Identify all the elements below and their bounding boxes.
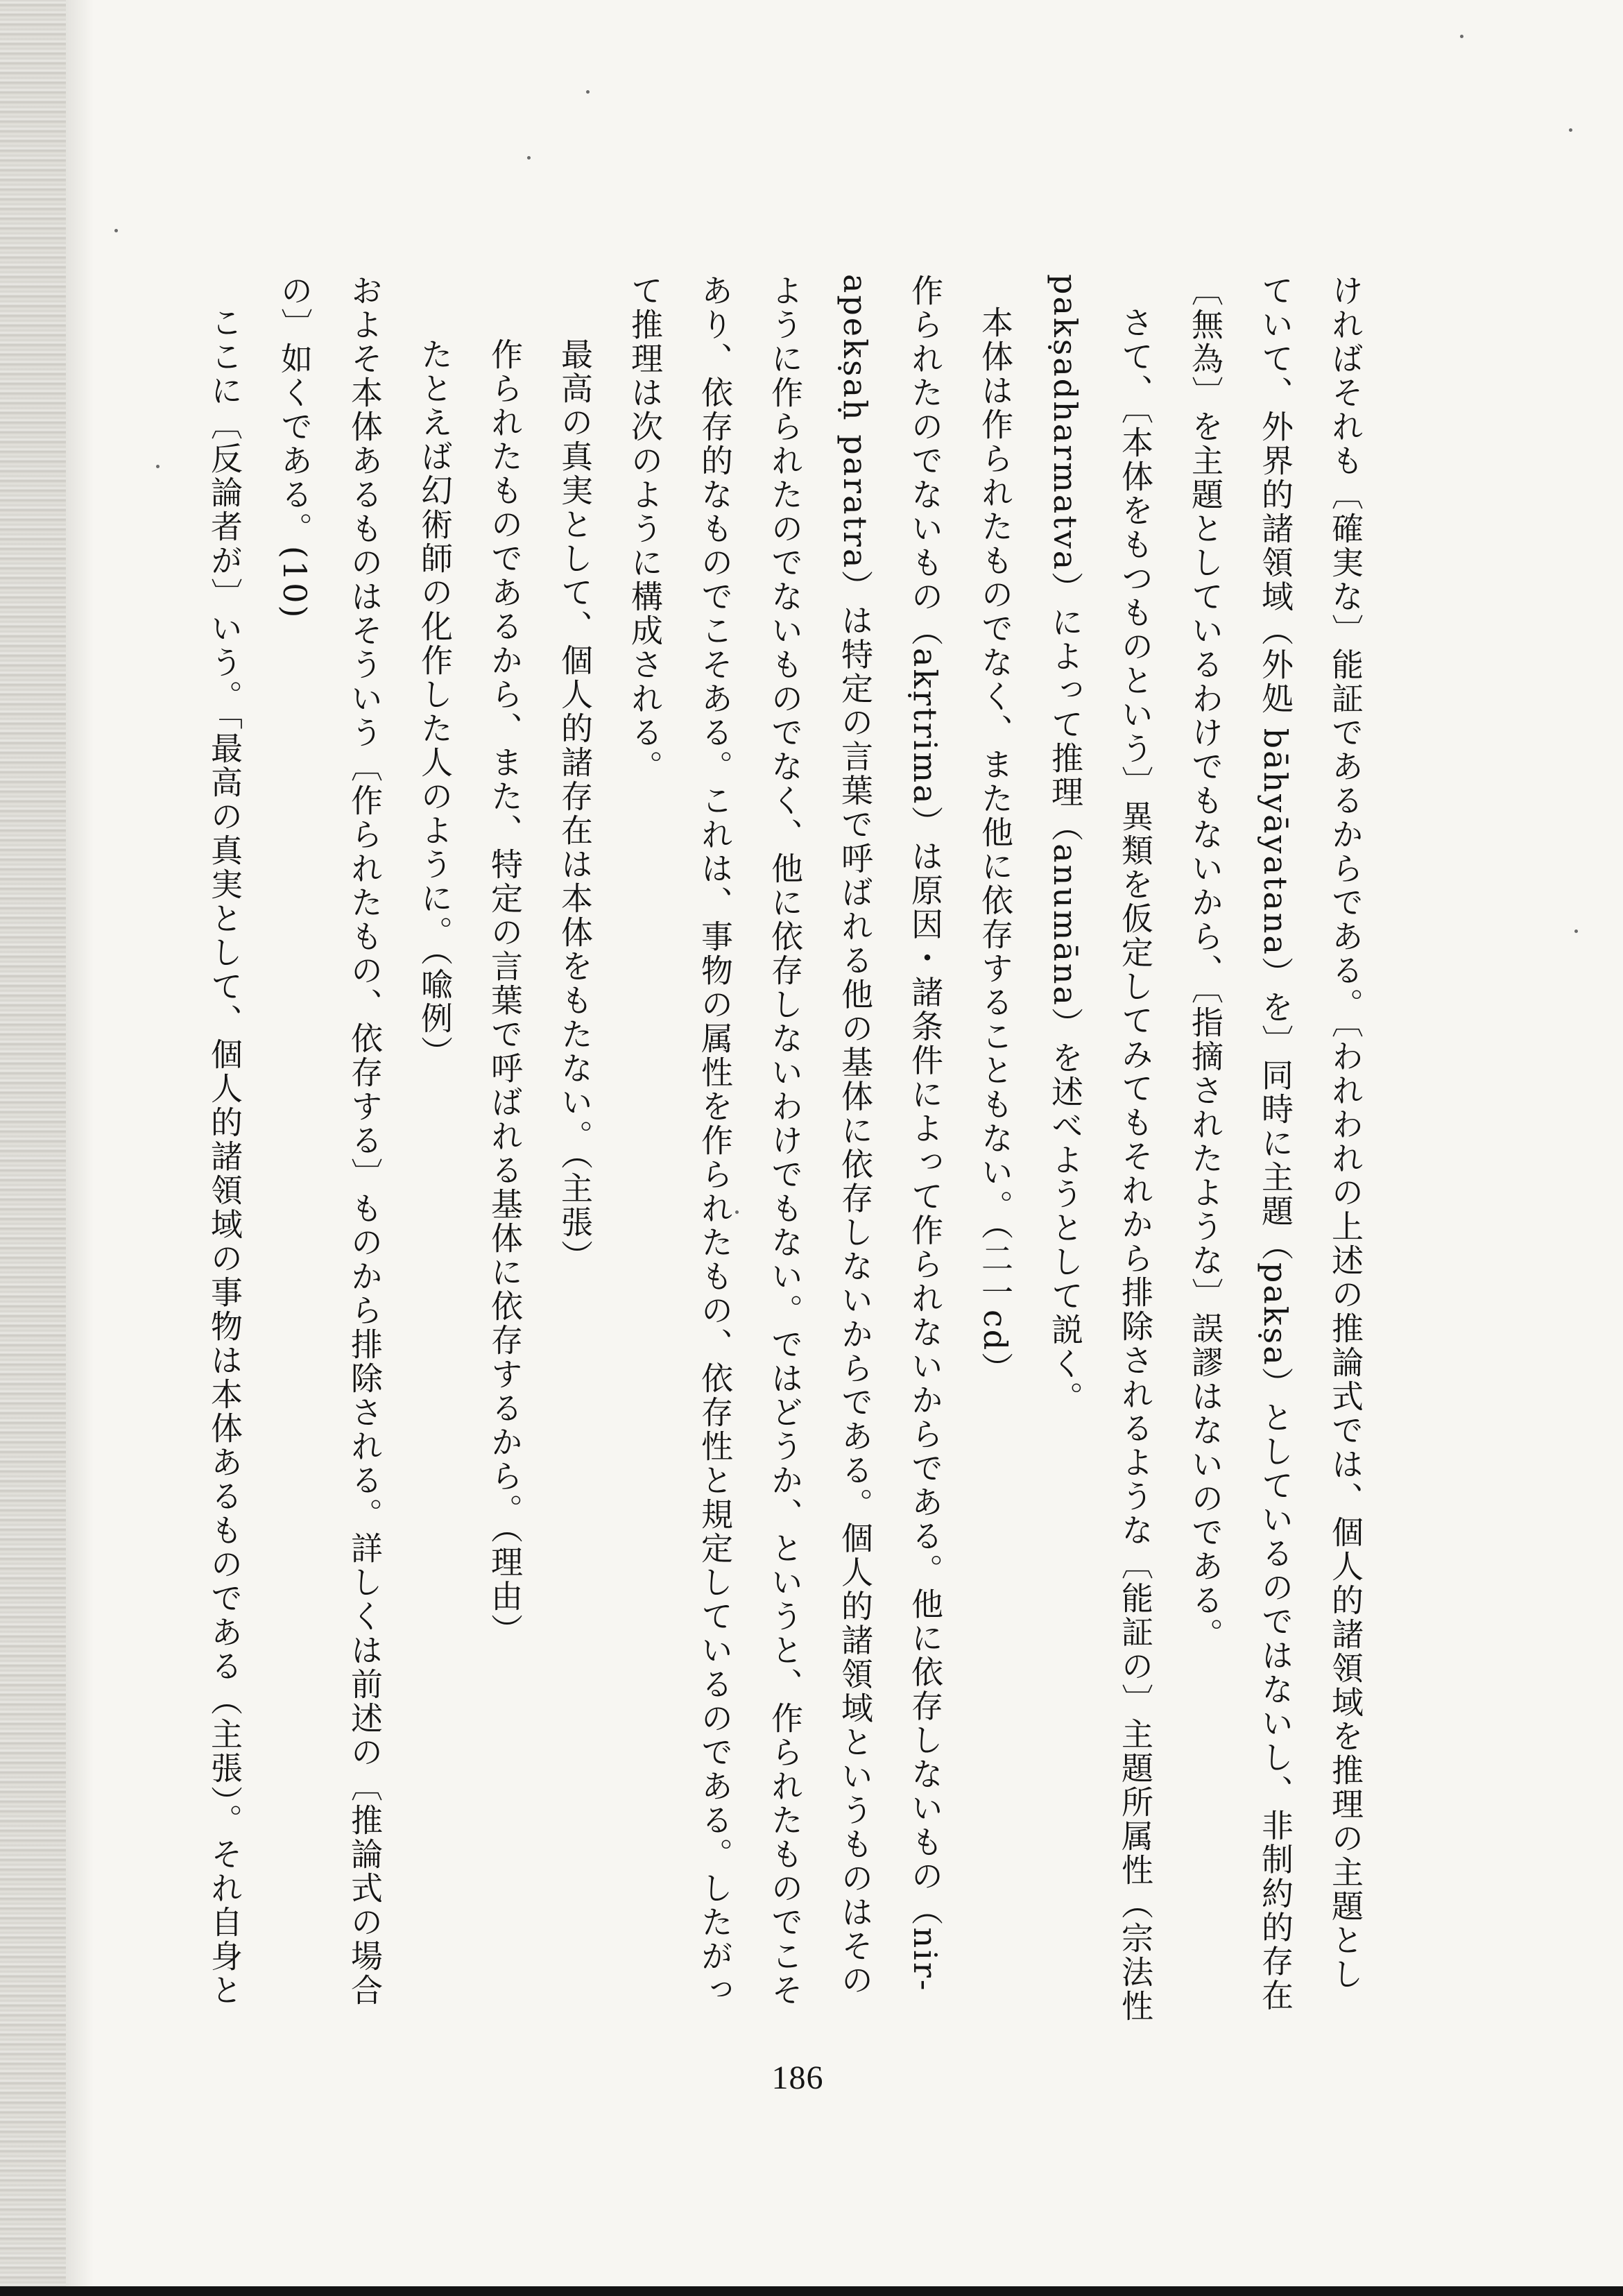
verse-line: 本体は作られたものでなく、また他に依存することもない。（二一cd） xyxy=(977,306,1014,1387)
scan-speck xyxy=(527,156,531,160)
scan-speck xyxy=(1574,929,1578,933)
scan-speck xyxy=(586,90,590,94)
text-line: ここに〔反論者が〕いう。「最高の真実として、個人的諸領域の事物は本体あるものである（主張）。それ自身と xyxy=(206,306,243,2007)
syllogism-example-line: たとえば幻術師の化作した人のように。（喩例） xyxy=(416,338,454,1070)
scan-speck xyxy=(156,465,160,468)
scan-speck xyxy=(1569,128,1572,132)
scan-speck xyxy=(114,229,118,232)
text-line: て推理は次のように構成される。 xyxy=(626,274,664,784)
scan-shadow-edge xyxy=(0,0,66,2296)
text-line: ければそれも〔確実な〕能証であるからである。〔われわれの上述の推論式では、個人的諸領域を推理の主題とし xyxy=(1327,274,1364,1991)
text-line: pakṣadharmatva）によって推理（anumāna）を述べようとして説く。 xyxy=(1047,274,1084,1415)
text-line: apekṣaḥ paratra）は特定の言葉で呼ばれる他の基体に依存しないからである。個人的諸領域というものはその xyxy=(836,274,874,1998)
text-line: ていて、外界的諸領域（外処 bāhyāyatana）を〕同時に主題（pakṣa）としているのではないし、非制約的存在 xyxy=(1257,274,1294,2013)
text-line: あり、依存的なものでこそある。これは、事物の属性を作られたもの、依存性と規定しているのである。したがっ xyxy=(696,274,734,2007)
scan-bottom-border xyxy=(0,2286,1623,2296)
vertical-text-body xyxy=(201,274,1380,2050)
text-line: 〔無為〕を主題としているわけでもないから、〔指摘されたような〕誤謬はないのである。 xyxy=(1187,274,1224,1652)
text-line: 作られたのでないもの（akṛtrima）は原因・諸条件によって作られないからである。他に依存しないもの（nir- xyxy=(907,274,944,1993)
syllogism-thesis-line: 最高の真実として、個人的諸存在は本体をもたない。（主張） xyxy=(556,338,594,1274)
scan-speck xyxy=(735,1210,739,1214)
text-line: およそ本体あるものはそういう〔作られたもの、依存する〕ものから排除される。詳しくは前述の〔推論式の場合 xyxy=(346,274,384,2007)
page-number: 186 xyxy=(771,2059,824,2096)
scan-speck xyxy=(1460,35,1463,38)
text-line: ように作られたのでないものでなく、他に依存しないわけでもない。ではどうか、というと、作られたものでこそ xyxy=(766,274,804,2007)
syllogism-reason-line: 作られたものであるから、また、特定の言葉で呼ばれる基体に依存するから。（理由） xyxy=(486,338,524,1647)
text-line: さて、〔本体をもつものという〕異類を仮定してみてもそれから排除されるような〔能証の〕主題所属性（宗法性 xyxy=(1117,306,1154,2023)
text-line: の〕如くである。(10) xyxy=(276,274,314,620)
